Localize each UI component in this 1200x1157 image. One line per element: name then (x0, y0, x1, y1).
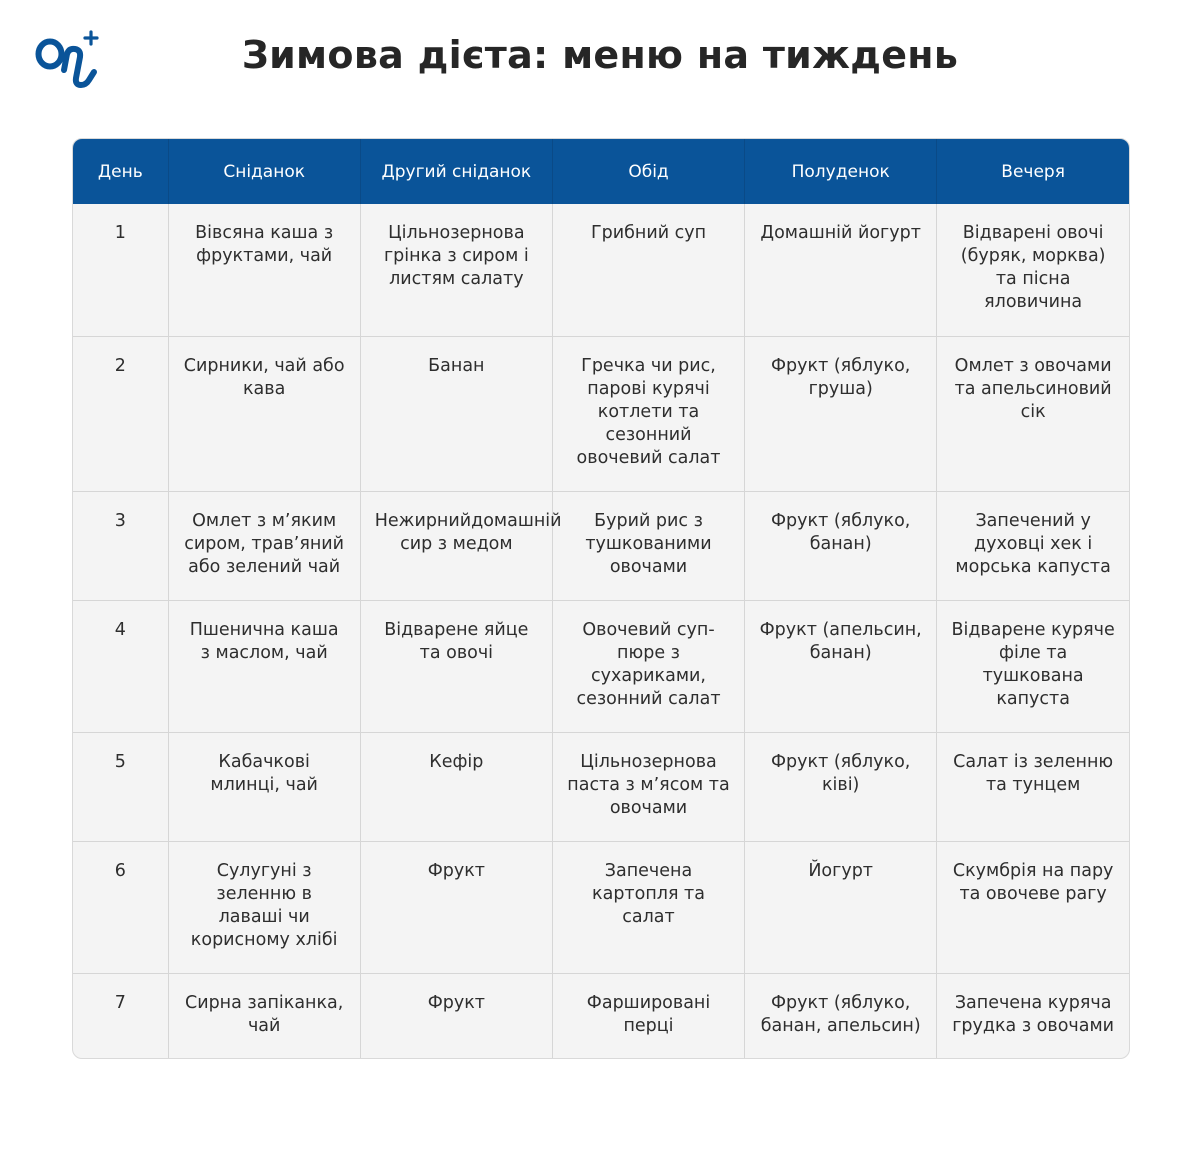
cell-second-breakfast: Відварене яйце та овочі (360, 600, 552, 732)
table-body (73, 204, 1129, 1058)
table-row (73, 973, 1129, 1058)
cell-day: 3 (73, 491, 168, 600)
cell-breakfast: Сирники, чай або кава (168, 336, 360, 491)
cell-second-breakfast: Банан (360, 336, 552, 491)
cell-dinner: Запечена куряча грудка з овочами (937, 973, 1129, 1058)
cell-breakfast: Сирна запіканка, чай (168, 973, 360, 1058)
menu-table-container (72, 138, 1130, 1059)
cell-lunch: Цільнозернова паста з м’ясом та овочами (552, 732, 744, 841)
cell-snack: Фрукт (яблуко, банан, апельсин) (745, 973, 937, 1058)
cell-lunch: Запечена картопля та салат (552, 841, 744, 973)
cell-lunch: Грибний суп (552, 204, 744, 336)
cell-day: 2 (73, 336, 168, 491)
cell-breakfast: Вівсяна каша з фруктами, чай (168, 204, 360, 336)
cell-day: 1 (114, 223, 126, 243)
table-row (73, 600, 1129, 732)
cell-second-breakfast: Цільнозернова грінка з сиром і листям салату (360, 204, 552, 336)
cell-second-breakfast: Фрукт (360, 973, 552, 1058)
cell-second-breakfast: Фрукт (360, 841, 552, 973)
cell-day: 6 (73, 841, 168, 973)
table-row (73, 732, 1129, 841)
header-dinner: Вечеря (937, 139, 1129, 204)
table-header (73, 139, 1129, 204)
cell-breakfast: Сулугуні з зеленню в лаваші чи корисному хлібі (168, 841, 360, 973)
cell-snack: Фрукт (яблуко, банан) (745, 491, 937, 600)
table-row (73, 491, 1129, 600)
cell-breakfast: Кабачкові млинці, чай (168, 732, 360, 841)
header-row (73, 139, 1129, 204)
header-second-breakfast: Другий сніданок (360, 139, 552, 204)
cell-lunch: Овочевий суп-пюре з сухариками, сезонний салат (552, 600, 744, 732)
page-title: Зимова дієта: меню на тиждень (241, 33, 959, 77)
menu-table (73, 139, 1129, 1058)
cell-breakfast: Омлет з м’яким сиром, трав’яний або зелений чай (168, 491, 360, 600)
header-breakfast: Сніданок (168, 139, 360, 204)
table-row (73, 336, 1129, 491)
cell-snack: Домашній йогурт (745, 204, 937, 336)
cell-dinner: Відварене куряче філе та тушкована капуста (937, 600, 1129, 732)
cell-second-breakfast: Кефір (360, 732, 552, 841)
cell-snack: Йогурт (745, 841, 937, 973)
cell-breakfast: Пшенична каша з маслом, чай (168, 600, 360, 732)
cell-day: 5 (73, 732, 168, 841)
header-lunch: Обід (552, 139, 744, 204)
cell-dinner: Запечений у духовці хек і морська капуста (937, 491, 1129, 600)
cell-dinner: Омлет з овочами та апельсиновий сік (937, 336, 1129, 491)
cell-day: 7 (73, 973, 168, 1058)
header-snack: Полуденок (745, 139, 937, 204)
cell-second-breakfast: Нежирнийдомашній сир з медом (360, 491, 552, 600)
cell-snack: Фрукт (яблуко, груша) (745, 336, 937, 491)
cell-dinner: Скумбрія на пару та овочеве рагу (937, 841, 1129, 973)
cell-snack: Фрукт (апельсин, банан) (745, 600, 937, 732)
cell-lunch: Гречка чи рис, парові курячі котлети та сезонний овочевий салат (552, 336, 744, 491)
cell-day: 4 (73, 600, 168, 732)
table-row (73, 204, 1129, 336)
table-row (73, 841, 1129, 973)
cell-snack: Фрукт (яблуко, ківі) (745, 732, 937, 841)
header-day: День (97, 161, 143, 182)
cell-dinner: Відварені овочі (буряк, морква) та пісна яловичина (937, 204, 1129, 336)
cell-lunch: Бурий рис з тушкованими овочами (552, 491, 744, 600)
cell-lunch: Фаршировані перці (552, 973, 744, 1058)
cell-dinner: Салат із зеленню та тунцем (937, 732, 1129, 841)
